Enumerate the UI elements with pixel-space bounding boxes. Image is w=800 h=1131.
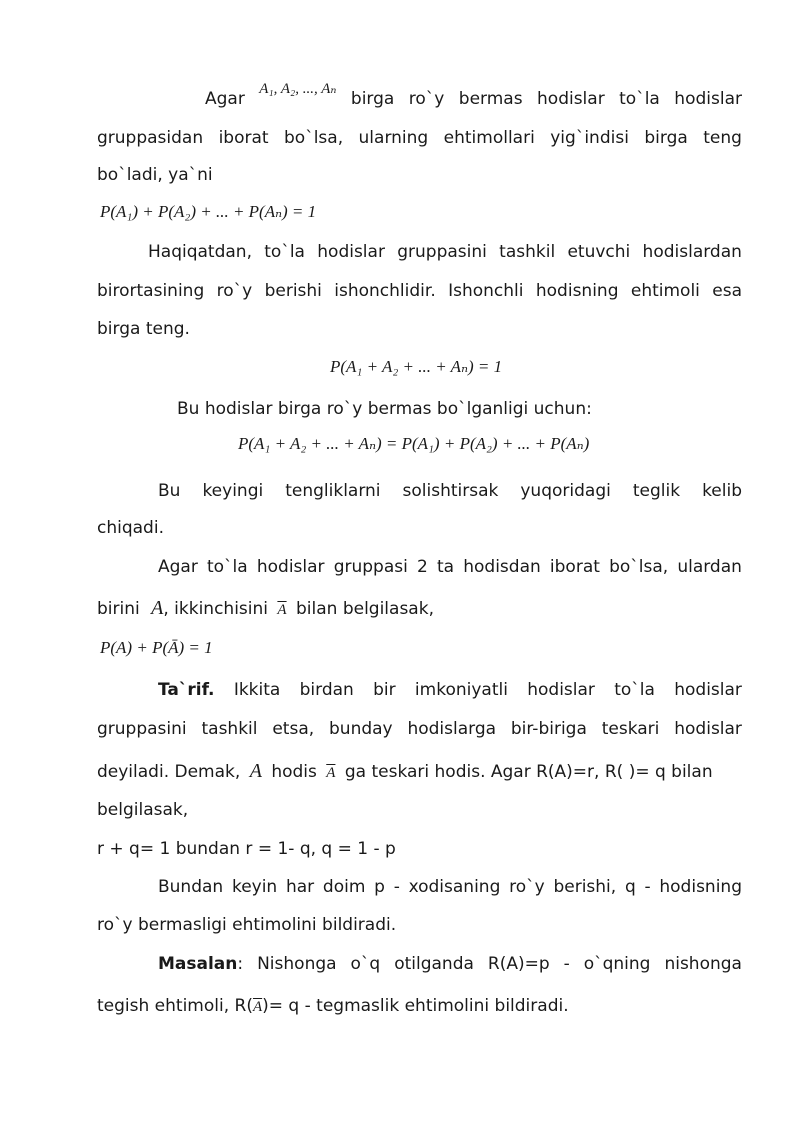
p5-word: bo`lsa, — [609, 557, 669, 577]
p9-tegish: tegish ehtimoli, R( — [97, 996, 253, 1016]
p9-word: nishonga — [664, 954, 742, 974]
p6-word: Ikkita — [233, 680, 281, 700]
p1-word: yig`indisi — [550, 128, 629, 148]
p1-word: iborat — [218, 128, 269, 148]
p6-word: gruppasini — [97, 719, 187, 739]
formula-complement: P(A) + P(Ā) = 1 — [100, 638, 213, 657]
p6-word: teskari — [601, 719, 660, 739]
p6-word: etsa, — [272, 719, 315, 739]
p8-word: berishi, — [553, 877, 617, 897]
p2-word: berishi — [264, 281, 322, 301]
p4-word: teglik — [632, 481, 681, 501]
p5-word: hodislar — [256, 557, 325, 577]
p8-word: xodisaning — [408, 877, 501, 897]
p1-line1 — [205, 81, 742, 110]
p9-tegmaslik: )= q - tegmaslik ehtimolini bildiradi. — [262, 996, 569, 1016]
formula-additivity: P(A₁ + A₂ + ... + Aₙ) = P(A₁) + P(A₂) + ... + P(Aₙ) — [238, 434, 590, 453]
p5-word: Agar — [158, 557, 198, 577]
p9-word: Nishonga — [257, 954, 337, 974]
p2-line3: birga teng. — [97, 319, 190, 339]
p1-word: hodislar — [674, 89, 742, 109]
p2-word: Haqiqatdan, — [148, 242, 252, 262]
p2-word: tashkil — [499, 242, 556, 262]
p5-line1 — [158, 556, 742, 578]
p9-word: otilganda — [394, 954, 474, 974]
p1-word: birga — [644, 128, 688, 148]
p2-word: Ishonchli — [448, 281, 524, 301]
p4-word: yuqoridagi — [520, 481, 611, 501]
p1-word: bermas — [458, 89, 523, 109]
event-a-bar-symbol: $\overline{A}$ — [326, 765, 336, 781]
p1-word: gruppasidan — [97, 128, 204, 148]
p1-word: hodislar — [537, 89, 605, 109]
p6-line1 — [158, 679, 742, 701]
p5-word: ta — [436, 557, 455, 577]
p4-word: kelib — [702, 481, 742, 501]
p1-word: birga — [350, 89, 395, 109]
p1-agar: Agar — [205, 89, 245, 109]
p5-word: gruppasi — [333, 557, 408, 577]
p2-word: ishonchlidir. — [334, 281, 436, 301]
p2-word: ro`y — [216, 281, 253, 301]
p2-word: hodisning — [535, 281, 619, 301]
p9-word: R(A)=p — [487, 954, 550, 974]
p5-line2 — [97, 597, 434, 621]
p2-word: hodislar — [317, 242, 385, 262]
p8-word: ro`y — [509, 877, 545, 897]
p1-word: bo`lsa, — [284, 128, 344, 148]
p4-word: solishtirsak — [402, 481, 499, 501]
p5-ikkinchisini: , ikkinchisini — [163, 599, 268, 619]
p8-line2: ro`y bermasligi ehtimolini bildiradi. — [97, 915, 397, 935]
p6-word: to`la — [614, 680, 655, 700]
p3-line: Bu hodislar birga ro`y bermas bo`lganligi uchun: — [177, 399, 592, 419]
p8-word: keyin — [231, 877, 278, 897]
p8-word: q — [624, 877, 636, 897]
p8-word: har — [285, 877, 315, 897]
p6-word: hodislar — [674, 680, 742, 700]
p5-word: 2 — [417, 557, 428, 577]
p9-word: o`q — [350, 954, 381, 974]
p2-word: esa — [712, 281, 742, 301]
p2-line2 — [97, 280, 742, 302]
p1-events-list: A₁, A₂, ..., Aₙ — [259, 81, 337, 97]
p4-word: keyingi — [202, 481, 264, 501]
p2-line1 — [148, 241, 742, 263]
p6-word: hodislar — [527, 680, 595, 700]
p5-bilan: bilan belgilasak, — [295, 599, 434, 619]
p9-word: - — [563, 954, 570, 974]
p9-word: o`qning — [583, 954, 651, 974]
p6-line3 — [97, 760, 713, 784]
p2-word: etuvchi — [567, 242, 631, 262]
p6-line2 — [97, 718, 742, 740]
p6-word: birdan — [299, 680, 354, 700]
p6-line4: belgilasak, — [97, 800, 189, 820]
p8-word: doim — [322, 877, 366, 897]
p4-word: Bu — [158, 481, 181, 501]
p6-demak: deyiladi. Demak, — [97, 762, 241, 782]
p8-word: - — [644, 877, 651, 897]
p2-word: birortasining — [97, 281, 205, 301]
p1-line3: bo`ladi, ya`ni — [97, 165, 213, 185]
p8-word: p — [374, 877, 385, 897]
p5-birini: birini — [97, 599, 140, 619]
event-a-bar-symbol: $\overline{A}$ — [277, 602, 287, 618]
p6-word: tashkil — [201, 719, 258, 739]
p5-word: hodisdan — [463, 557, 541, 577]
p4-line1 — [158, 480, 742, 502]
p1-word: teng — [703, 128, 742, 148]
p6-word: bunday — [329, 719, 393, 739]
p8-word: Bundan — [158, 877, 224, 897]
event-a-symbol: A — [151, 597, 164, 619]
example-label: Masalan — [158, 954, 238, 974]
p4-word: tengliklarni — [285, 481, 381, 501]
p5-word: iborat — [549, 557, 600, 577]
p8-word: - — [393, 877, 400, 897]
p6-word: hodislar — [674, 719, 742, 739]
p2-word: hodislardan — [642, 242, 742, 262]
event-a-bar-symbol: $\overline{A}$ — [252, 999, 263, 1015]
formula-sum-probabilities: P(A₁) + P(A₂) + ... + P(Aₙ) = 1 — [100, 202, 317, 221]
event-a-symbol: A — [249, 760, 262, 782]
p6-word: bir — [373, 680, 396, 700]
p1-line2 — [97, 127, 742, 149]
formula-certain-event: P(A₁ + A₂ + ... + Aₙ) = 1 — [330, 357, 503, 376]
definition-label: Ta`rif. — [158, 680, 215, 700]
p9-line2 — [97, 995, 569, 1018]
p6-hodis: hodis — [271, 762, 317, 782]
p9-word: : — [237, 954, 244, 974]
p1-word: to`la — [619, 89, 660, 109]
p6-word: bir-biriga — [510, 719, 587, 739]
p1-word: ularning — [358, 128, 429, 148]
p1-word: ro`y — [408, 89, 445, 109]
p7-line: r + q= 1 bundan r = 1- q, q = 1 - p — [97, 839, 396, 859]
p2-word: gruppasini — [397, 242, 487, 262]
p5-word: ulardan — [677, 557, 742, 577]
p8-word: hodisning — [659, 877, 742, 897]
p8-line1 — [158, 876, 742, 898]
p1-word: ehtimollari — [443, 128, 535, 148]
p9-line1 — [158, 953, 742, 975]
p6-teskari: ga teskari hodis. Agar R(A)=r, R( )= q bilan — [344, 762, 713, 782]
p2-word: to`la — [264, 242, 305, 262]
p6-word: hodislarga — [407, 719, 497, 739]
p5-word: to`la — [206, 557, 248, 577]
p2-word: ehtimoli — [630, 281, 700, 301]
p6-word: imkoniyatli — [414, 680, 508, 700]
p4-line2: chiqadi. — [97, 518, 164, 538]
